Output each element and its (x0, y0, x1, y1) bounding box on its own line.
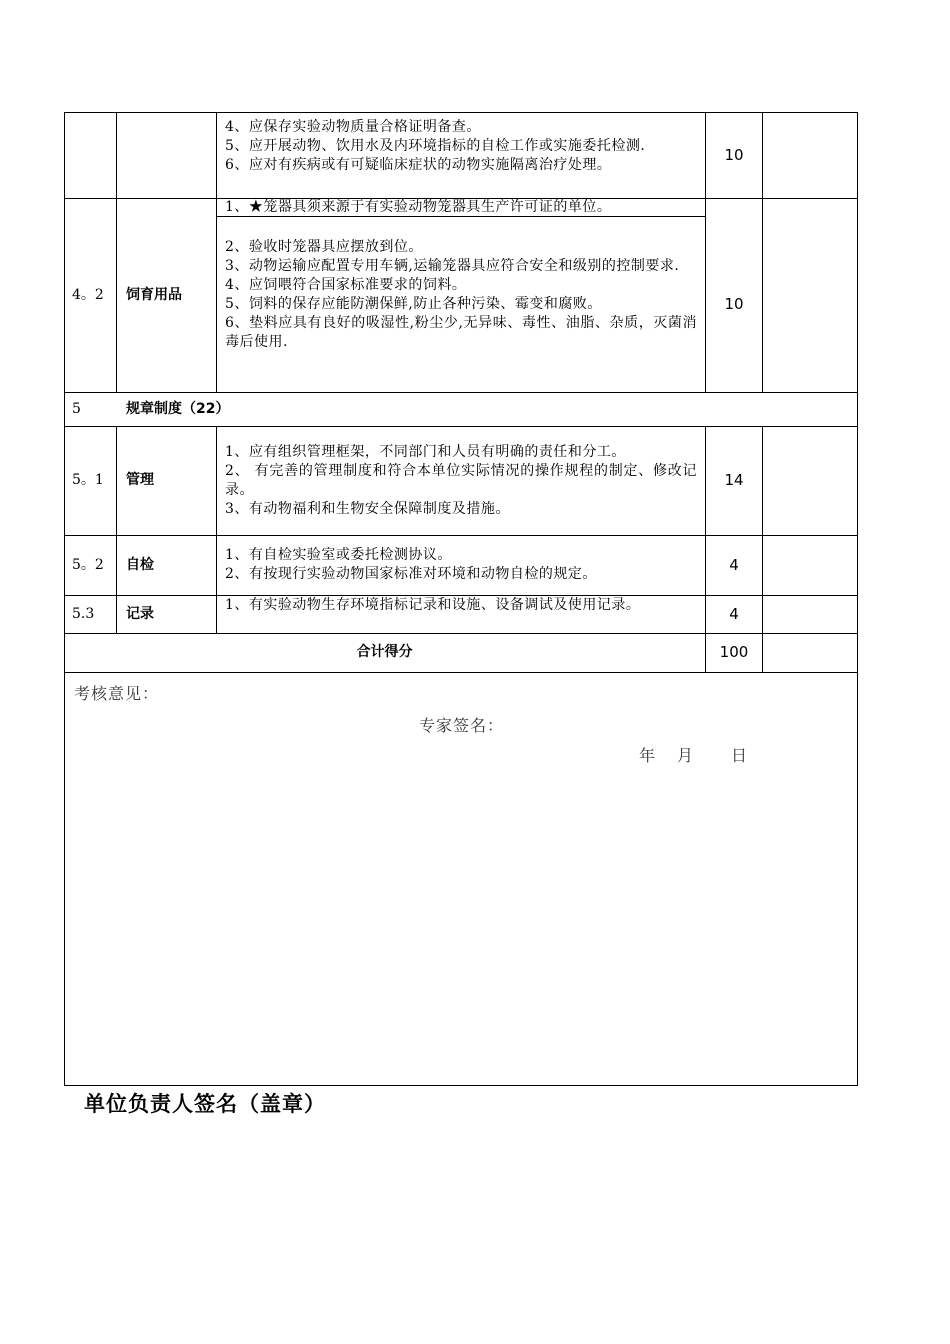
column-divider (762, 426, 763, 672)
row-divider (64, 633, 858, 634)
section-title: 规章制度（22） (126, 401, 230, 417)
expert-signature-label: 专家签名： (419, 716, 505, 735)
row-score: 10 (724, 295, 744, 313)
content-item: 1、有实验动物生存环境指标记录和设施、设备调试及使用记录。 (225, 597, 641, 613)
content-item: 1、有自检实验室或委托检测协议。 (225, 547, 452, 563)
content-item: 2、有按现行实验动物国家标准对环境和动物自检的规定。 (225, 566, 597, 582)
row-content-top (225, 198, 697, 217)
content-item: 3、动物运输应配置专用车辆,运输笼器具应符合安全和级别的控制要求. (225, 258, 680, 274)
total-label: 合计得分 (356, 644, 413, 660)
row-content (225, 546, 697, 584)
content-item: 3、有动物福利和生物安全保障制度及措施。 (225, 501, 510, 517)
content-item: 5、应开展动物、饮用水及内环境指标的自检工作或实施委托检测. (225, 138, 646, 154)
content-item: 2、验收时笼器具应摆放到位。 (225, 239, 423, 255)
date-month: 月 (677, 746, 694, 765)
row-divider (64, 426, 858, 427)
row-code: 4。2 (72, 287, 104, 303)
row-content (225, 443, 697, 519)
row-divider (64, 392, 858, 393)
content-item: 6、垫料应具有良好的吸湿性,粉尘少,无异味、毒性、油脂、杂质，灭菌消毒后使用. (225, 315, 697, 350)
row-code: 5。2 (72, 557, 104, 573)
table-border-left (64, 112, 65, 1085)
date-year: 年 (639, 746, 656, 765)
content-item: 4、应饲喂符合国家标准要求的饲料。 (225, 277, 467, 293)
row-content (225, 596, 697, 615)
row-name: 自检 (126, 557, 154, 573)
content-item: 1、应有组织管理框架，不同部门和人员有明确的责任和分工。 (225, 444, 626, 460)
column-divider (762, 112, 763, 392)
row-name: 饲育用品 (126, 287, 182, 303)
row-code: 5。1 (72, 472, 104, 488)
row-divider (64, 672, 858, 673)
date-day: 日 (731, 746, 748, 765)
content-item: 4、应保存实验动物质量合格证明备查。 (225, 119, 481, 135)
row-score: 4 (729, 605, 739, 623)
row-divider (64, 535, 858, 536)
content-item: 5、饲料的保存应能防潮保鲜,防止各种污染、霉变和腐败。 (225, 296, 602, 312)
opinion-label: 考核意见： (74, 684, 160, 703)
row-content (225, 238, 697, 352)
column-divider (705, 426, 706, 672)
row-name: 记录 (126, 606, 154, 622)
content-item: 1、★笼器具须来源于有实验动物笼器具生产许可证的单位。 (225, 199, 612, 215)
table-border-bottom (64, 1085, 858, 1086)
content-item: 6、应对有疾病或有可疑临床症状的动物实施隔离治疗处理。 (225, 157, 612, 173)
column-divider (116, 112, 117, 392)
row-name: 管理 (126, 472, 154, 488)
row-score: 10 (724, 146, 744, 164)
table-border-top (64, 112, 858, 113)
total-score: 100 (719, 643, 749, 661)
column-divider (216, 426, 217, 633)
table-border-right (857, 112, 858, 1085)
unit-leader-signature-label: 单位负责人签名（盖章） (84, 1092, 326, 1116)
content-item: 2、 有完善的管理制度和符合本单位实际情况的操作规程的制定、修改记录。 (225, 463, 697, 498)
row-score: 4 (729, 556, 739, 574)
row-code: 5.3 (72, 606, 95, 622)
row-code: 5 (72, 401, 81, 417)
row-score: 14 (724, 471, 744, 489)
row-content (225, 118, 697, 175)
column-divider (116, 426, 117, 633)
column-divider (216, 112, 217, 392)
